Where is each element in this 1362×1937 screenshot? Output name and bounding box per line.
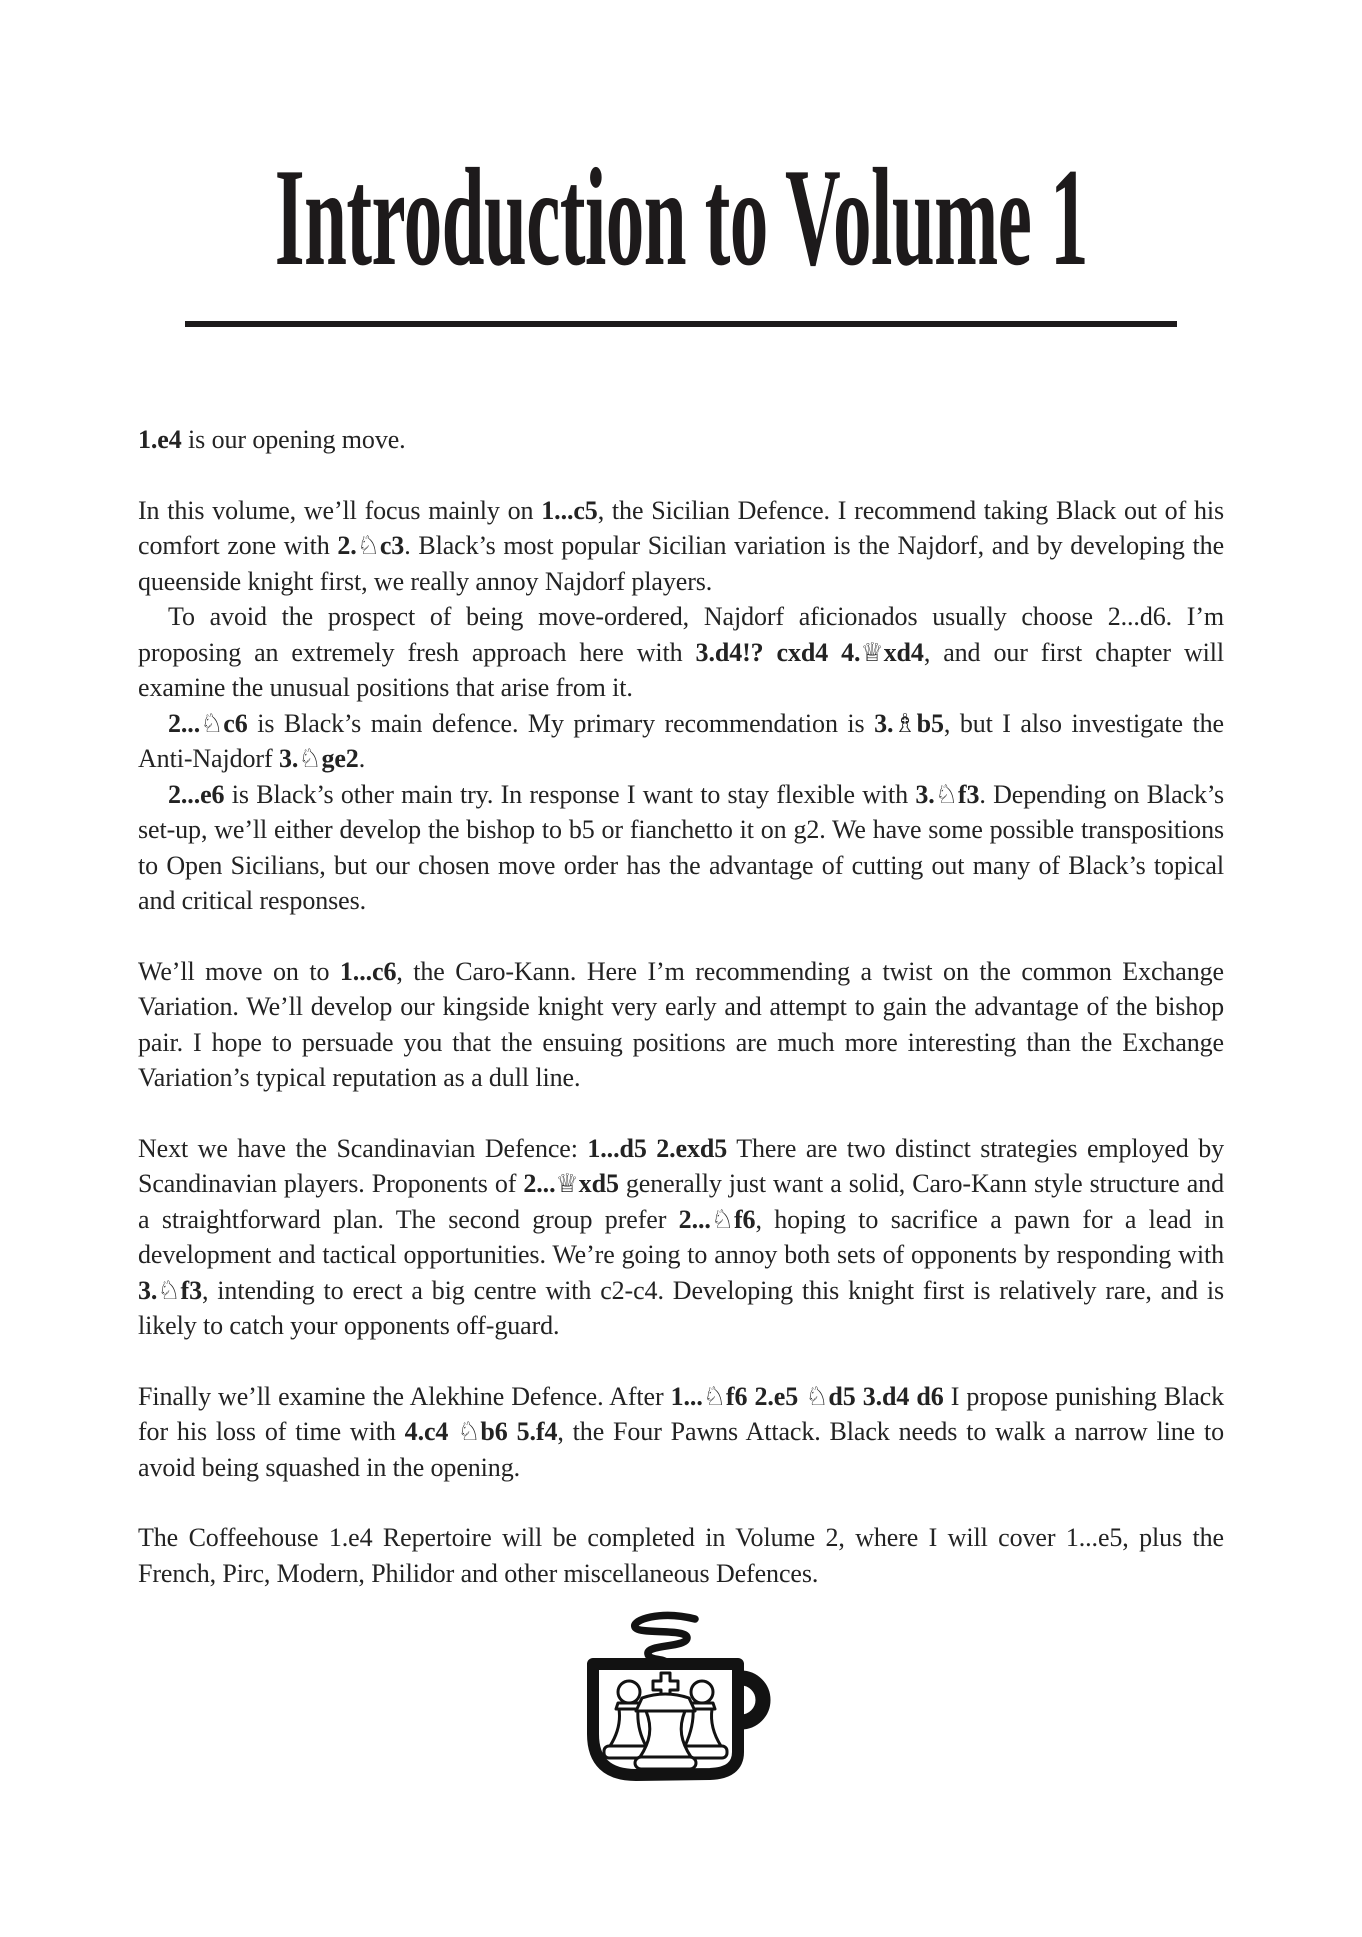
- text-run: is Black’s other main try. In response I want to stay flexible with: [224, 779, 916, 809]
- page-title: Introduction to Volume 1: [274, 140, 1088, 295]
- text-run: . Black’s most popular Sicilian variation is the Najdorf, and by developing the queenside knight first, we really annoy Najdorf players.: [138, 531, 1225, 596]
- text-run: , the Caro-Kann. Here I’m recommending a twist on the common Exchange Variation. We’ll develop our kingside knight very early and attempt to gain the advantage of the bishop pair. I hope to persuade you that the ensuing positions are much more interesting than the Exchange Variation’s typical reputation as a dull line.: [138, 956, 1224, 1092]
- chess-move: 1...♘f6 2.e5 ♘d5 3.d4 d6: [670, 1381, 944, 1411]
- steam-icon: [635, 1615, 695, 1663]
- chess-move: 1.e4: [138, 425, 182, 454]
- text-run: , intending to erect a big centre with c2-c4. Developing this knight first is relatively rare, and is likely to catch your opponents off-guard.: [138, 1275, 1224, 1340]
- text-run: There are two distinct strategies employed by Scandinavian players. Proponents of: [138, 1133, 1225, 1198]
- text-run: is Black’s main defence. My primary recommendation is: [247, 708, 875, 738]
- paragraph: [138, 954, 1224, 1096]
- paragraph: [138, 1379, 1224, 1486]
- text-run: We’ll move on to: [138, 956, 340, 986]
- chess-move: 3.♘f3: [138, 1275, 202, 1305]
- chess-move: 3.d4!? cxd4 4.♕xd4: [695, 637, 924, 667]
- text-run: The Coffeehouse 1.e4 Repertoire will be completed in Volume 2, where I will cover 1...e5, plus the French, Pirc, Modern, Philidor and other miscellaneous Defences.: [138, 1523, 1224, 1588]
- text-run: Next we have the Scandinavian Defence:: [138, 1133, 588, 1163]
- chess-move: 2...♘f6: [678, 1204, 756, 1234]
- paragraph: [138, 777, 1224, 919]
- text-run: , but I also investigate the Anti-Najdorf: [138, 708, 1224, 773]
- text-run: In this volume, we’ll focus mainly on: [138, 495, 542, 525]
- text-run: I propose punishing Black for his loss of time with: [138, 1381, 1225, 1446]
- chess-move: 2...♘c6: [168, 708, 248, 738]
- paragraph: [138, 1131, 1224, 1344]
- chess-move: 2...e6: [168, 779, 225, 809]
- body-text: [138, 422, 1224, 1591]
- paragraph: [138, 493, 1224, 600]
- text-run: .: [358, 744, 366, 773]
- title-block: [0, 140, 1362, 295]
- text-run: , the Sicilian Defence. I recommend taking Black out of his comfort zone with: [138, 495, 1224, 560]
- paragraph: [138, 422, 1224, 458]
- text-run: . Depending on Black’s set-up, we’ll either develop the bishop to b5 or fianchetto it on g2. We have some possible transpositions to Open Sicilians, but our chosen move order has the advantage of cutting out many of Black’s topical and critical responses.: [138, 779, 1224, 915]
- paragraph: [138, 1520, 1224, 1591]
- text-run: generally just want a solid, Caro-Kann style structure and a straightforward plan. The second group prefer: [138, 1169, 1224, 1234]
- chess-move: 2...♕xd5: [523, 1169, 619, 1198]
- text-run: Finally we’ll examine the Alekhine Defence. After: [138, 1381, 671, 1411]
- text-run: To avoid the prospect of being move-ordered, Najdorf aficionados usually choose 2...d6. I’m proposing an extremely fresh approach here with: [138, 602, 1224, 667]
- text-run: , and our first chapter will examine the unusual positions that arise from it.: [138, 637, 1225, 702]
- chess-move: 1...c5: [541, 495, 598, 525]
- chess-move: 3.♗b5: [874, 708, 944, 738]
- chess-move: 3.♘f3: [915, 779, 980, 809]
- chess-move: 2.♘c3: [337, 531, 405, 560]
- title-divider-rule: [185, 321, 1177, 327]
- chess-move: 4.c4 ♘b6 5.f4: [404, 1417, 558, 1446]
- text-run: , the Four Pawns Attack. Black needs to walk a narrow line to avoid being squashed in the opening.: [138, 1417, 1224, 1482]
- chess-move: 1...d5 2.exd5: [587, 1133, 728, 1163]
- text-run: , hoping to sacrifice a pawn for a lead in development and tactical opportunities. We’re going to annoy both sets of opponents by responding with: [138, 1204, 1225, 1269]
- paragraph: [138, 706, 1224, 777]
- paragraph: [138, 599, 1224, 706]
- chess-move: 1...c6: [339, 956, 397, 986]
- chess-move: 3.♘ge2: [278, 744, 359, 773]
- text-run: is our opening move.: [181, 425, 406, 454]
- coffeehouse-cup-logo: [582, 1603, 772, 1793]
